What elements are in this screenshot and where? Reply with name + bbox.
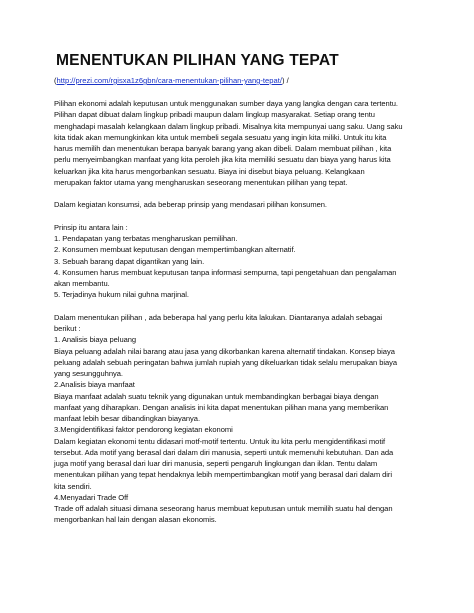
text-line: menentukan pilihan yang tepat hendaknya lebih mempertimbangkan motif yang berasal dari dalam diri — [54, 470, 393, 480]
text-line: tersebut. Ada motif yang berasal dari dalam diri manusia, seperti untuk memenuhi kebutuhan. Dan ada — [54, 447, 394, 457]
text-line: Prinsip itu antara lain : — [54, 222, 128, 232]
text-line: 2.Analisis biaya manfaat — [54, 380, 135, 390]
text-line: 1. Pendapatan yang terbatas mengharuskan pemilihan. — [54, 234, 238, 244]
text-line: Pilihan dapat dibuat dalam lingkup pribadi maupun dalam lingkup masyarakat. Setiap orang tentu — [54, 110, 375, 120]
text-line: harus memilih dan menentukan berapa banyak barang yang akan dibeli. Dalam membuat pilihan , kita — [54, 144, 392, 153]
text-line: 5. Terjadinya hukum nilai guhna marjinal. — [54, 290, 189, 300]
text-line: 3.Mengidentifikasi faktor pendorong kegiatan ekonomi — [54, 425, 233, 435]
text-line: 3. Sebuah barang dapat digantikan yang lain. — [54, 256, 205, 266]
text-line: Dalam menentukan pilihan , ada beberapa hal yang perlu kita lakukan. Diantaranya adalah sebagai — [54, 312, 383, 322]
text-line: 4. Konsumen harus membuat keputusan tanpa informasi sempurna, tapi pengetahuan dan pengalaman — [54, 267, 397, 277]
text-line: mengorbankan hal lain dengan alasan ekonomis. — [54, 515, 217, 525]
text-line: manfaat lebih besar dibandingkan biayanya. — [54, 414, 201, 424]
paragraph — [54, 199, 432, 210]
source-close-paren: ) / — [281, 76, 289, 85]
text-line: keluarkan jika kita harus mengorbankan sesuatu. Biaya ini disebut biaya peluang. Kelangkaan — [54, 166, 365, 176]
text-line: Dalam kegiatan konsumsi, ada beberap prinsip yang mendasari pilihan konsumen. — [54, 200, 327, 210]
text-line: juga motif yang berasal dari luar diri manusia, seperti pengaruh lingkungan dan iklan. Tentu dalam — [54, 459, 378, 469]
text-line: menghadapi masalah kelangkaan dalam lingkup pribadi. Misalnya kita mempunyai uang saku. Uang saku — [54, 121, 403, 131]
text-line: Biaya peluang adalah nilai barang atau jasa yang dikorbankan karena alternatif tindakan. Konsep biaya — [54, 346, 395, 356]
text-line: yang sesungguhnya. — [54, 369, 123, 379]
paragraph — [54, 312, 432, 526]
text-line: Pilihan ekonomi adalah keputusan untuk menggunakan sumber daya yang langka dengan cara tertentu. — [54, 99, 398, 108]
text-line: 4.Menyadari Trade Off — [54, 492, 129, 502]
text-line: merupakan faktor utama yang mengharuskan seseorang menentukan pilihan yang tepat. — [54, 177, 348, 187]
document-text — [54, 98, 432, 526]
paragraph — [54, 222, 432, 301]
text-line: 2. Konsumen membuat keputusan dengan mempertimbangkan alternatif. — [54, 245, 296, 255]
text-line: peluang adalah sebuah peringatan bahwa jumlah rupiah yang dikeluarkan tidak selalu merupakan biaya — [54, 357, 398, 367]
text-line: kita sendiri. — [54, 481, 92, 491]
source-open-paren: ( — [54, 76, 57, 85]
text-line: manfaat yang diharapkan. Dengan analisis ini kita dapat menentukan pilihan mana yang memberikan — [54, 402, 389, 412]
text-line: berikut : — [54, 324, 81, 334]
document-title: MENENTUKAN PILIHAN YANG TEPAT — [56, 52, 339, 69]
paragraph — [54, 98, 432, 188]
text-line: 1. Analisis biaya peluang — [54, 335, 137, 345]
text-line: perlu menyeimbangkan manfaat yang kita peroleh jika kita memiliki sesuatu dan biaya yang harus kita — [54, 155, 391, 165]
text-line: akan membantu. — [54, 279, 110, 289]
paragraph-list — [54, 98, 432, 526]
source-reference — [54, 75, 289, 86]
text-line: kita tidak akan memungkinkan kita untuk membeli segala sesuatu yang ingin kita miliki. Untuk itu kita — [54, 132, 387, 142]
text-line: Dalam kegiatan ekonomi tentu didasari motf-motif tertentu. Untuk itu kita perlu mengidentifikasi motif — [54, 436, 386, 446]
text-line: Biaya manfaat adalah suatu teknik yang digunakan untuk membandingkan berbagai biaya dengan — [54, 391, 379, 401]
text-line: Trade off adalah situasi dimana seseorang harus membuat keputusan untuk memilih suatu hal dengan — [54, 504, 393, 514]
source-link[interactable]: http://prezi.com/rgisxa1z6gbn/cara-menentukan-pilihan-yang-tepat/ — [56, 76, 282, 85]
